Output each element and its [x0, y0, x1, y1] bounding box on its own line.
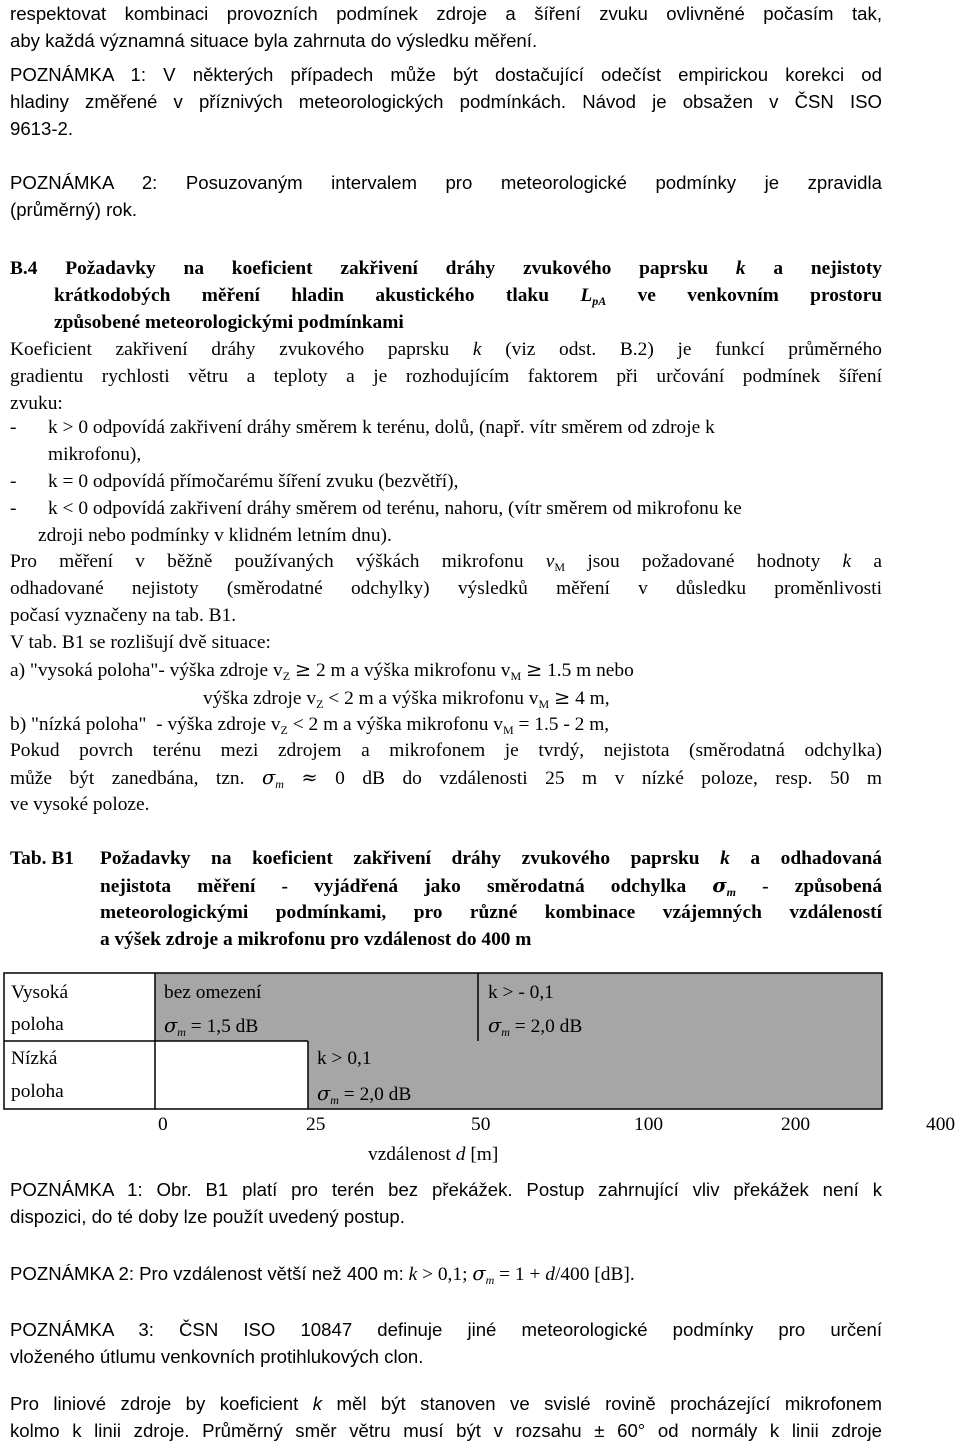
axis-label	[368, 1141, 498, 1168]
axis-label-d: d	[455, 1144, 466, 1165]
para4-line-1: Pokud povrch terénu mezi zdrojem a mikrofonem je tvrdý, nejistota (směrodatná odchylka)	[10, 740, 882, 761]
body-sub-M: M	[502, 723, 514, 737]
body-sub-M: M	[510, 669, 522, 683]
body-sub-m: m	[275, 777, 284, 791]
bullet-2: k = 0 odpovídá přímočarému šíření zvuku (bezvětří),	[48, 471, 459, 492]
cell-value: = 1,5 dB	[190, 1016, 259, 1037]
sigma-symbol: σ	[712, 874, 727, 897]
body-text: Pro měření v běžně používaných výškách mikrofonu	[10, 551, 524, 572]
note1-line-1: POZNÁMKA 1: V některých případech může být dostačující odečíst empirickou korekci od	[10, 64, 882, 85]
situation-label: a) "vysoká poloha"	[10, 660, 159, 681]
body-sub-Z: Z	[316, 697, 324, 711]
body-k: k	[312, 1393, 323, 1414]
sigma-symbol: σ	[472, 1262, 486, 1285]
heading-b4-line-3: způsobené meteorologickými podmínkami	[54, 312, 404, 333]
approx-symbol: ≈	[301, 766, 318, 789]
heading-pA: pA	[592, 294, 607, 308]
caption-sub-m: m	[726, 885, 736, 899]
cell-sub-m: m	[501, 1025, 510, 1039]
body-sub-M: M	[538, 697, 550, 711]
body-text: jsou požadované hodnoty	[587, 551, 821, 572]
note-after-1-line-1: POZNÁMKA 1: Obr. B1 platí pro terén bez překážek. Postup zahrnující vliv překážek není k	[10, 1179, 882, 1200]
note-after-3-line-1: POZNÁMKA 3: ČSN ISO 10847 definuje jiné meteorologické podmínky pro určení	[10, 1319, 882, 1340]
row-label-low-2: poloha	[11, 1081, 64, 1102]
body-text: Pro liniové zdroje by koeficient	[10, 1393, 299, 1414]
axis-tick-label: 400	[926, 1114, 956, 1135]
body-text: a	[873, 551, 882, 572]
sigma-symbol: σ	[164, 1014, 178, 1037]
heading-text: a nejistoty	[773, 258, 882, 279]
para3: V tab. B1 se rozlišují dvě situace:	[10, 632, 271, 653]
axis-tick-label: 25	[306, 1114, 326, 1135]
para2-line-3: počasí vyznačeny na tab. B1.	[10, 605, 237, 626]
para4-line-3: ve vysoké poloze.	[10, 794, 150, 815]
row-label-high: Vysoká	[11, 982, 69, 1003]
body-text: (viz odst. B.2) je funkcí průměrného	[505, 339, 882, 360]
body-text: - výška zdroje v	[156, 714, 281, 735]
axis-tick-label: 0	[158, 1114, 168, 1135]
cell-sub-m: m	[177, 1025, 186, 1039]
note2-line-2: (průměrný) rok.	[10, 199, 138, 220]
heading-text: krátkodobých měření hladin akustického tlaku	[54, 285, 549, 306]
cell-low-k-label: k > 0,1	[317, 1048, 372, 1069]
body-text: měl být stanoven ve svislé rovině procházející mikrofonem	[336, 1393, 882, 1414]
axis-label-text: vzdálenost	[368, 1144, 451, 1165]
body-sub-Z: Z	[282, 669, 291, 683]
body-text: Koeficient zakřivení dráhy zvukového paprsku	[10, 339, 450, 360]
cell-sub-m: m	[330, 1093, 339, 1107]
body-k: k	[842, 551, 852, 572]
caption-text: nejistota měření - vyjádřená jako směrodatná odchylka	[100, 876, 687, 897]
cell-k-text: k > - 0,1	[488, 982, 554, 1003]
last-para-line-2: kolmo k linii zdroje. Průměrný směr větru musí být v rozsahu ± 60° od normály k linii zdroje	[10, 1420, 882, 1441]
bullet-dash: -	[10, 417, 17, 438]
body-v: v	[545, 551, 555, 572]
caption-text: a odhadovaná	[750, 848, 882, 869]
note-sub-m: m	[485, 1273, 495, 1287]
caption-text: - způsobená	[762, 876, 883, 897]
intro-line-1: respektovat kombinaci provozních podmínek zdroje a šíření zvuku ovlivněné počasím tak,	[10, 3, 882, 24]
body-text: 2 m a výška mikrofonu v	[316, 660, 511, 681]
cell-low-sigma	[317, 1080, 411, 1108]
geq-symbol: ≥	[294, 658, 312, 681]
situation-label: b) "nízká poloha"	[10, 714, 147, 735]
row-label-high-2: poloha	[11, 1014, 64, 1035]
sigma-symbol: σ	[261, 766, 276, 789]
note-text: > 0,1;	[422, 1264, 468, 1285]
cell-no-limit-sigma	[164, 1012, 258, 1040]
heading-text: B.4 Požadavky na koeficient zakřivení dráhy zvukového paprsku	[10, 258, 709, 279]
bullet-1-line-2: mikrofonu),	[48, 444, 142, 465]
note-after-3-line-2: vloženého útlumu venkovních protihlukových clon.	[10, 1346, 424, 1367]
note-d: d	[545, 1264, 555, 1285]
bullet-1-line-1: k > 0 odpovídá zakřivení dráhy směrem k terénu, dolů, (např. vítr směrem od zdroje k	[48, 417, 715, 438]
axis-tick-label: 50	[471, 1114, 491, 1135]
body-text: < 2 m a výška mikrofonu v	[328, 688, 539, 709]
body-text: výška zdroje v	[203, 688, 317, 709]
note1-line-2: hladiny změřené v příznivých meteorologických podmínkách. Návod je obsažen v ČSN ISO	[10, 91, 882, 112]
body-text: 1.5 m nebo	[547, 660, 634, 681]
sigma-symbol: σ	[488, 1014, 502, 1037]
cell-value: = 2,0 dB	[514, 1016, 583, 1037]
heading-L: L	[580, 285, 593, 306]
bullet-dash: -	[10, 471, 17, 492]
cell-high-sigma	[488, 1012, 582, 1040]
cell-high-k-label	[488, 979, 554, 1006]
note-text: = 1 +	[499, 1264, 541, 1285]
heading-k: k	[735, 258, 746, 279]
body-line-3: zvuku:	[10, 393, 63, 414]
cell-no-limit-label: bez omezení	[164, 982, 262, 1003]
table-caption-line-4: a výšek zdroje a mikrofonu pro vzdálenost do 400 m	[100, 929, 532, 950]
note-k: k	[408, 1264, 418, 1285]
body-text: může být zanedbána, tzn.	[10, 768, 245, 789]
note2-line-1: POZNÁMKA 2: Posuzovaným intervalem pro meteorologické podmínky je zpravidla	[10, 172, 882, 193]
geq-symbol: ≥	[525, 658, 543, 681]
body-text: = 1.5 - 2 m,	[518, 714, 610, 735]
body-sub-M: M	[554, 560, 566, 574]
axis-tick-label: 100	[634, 1114, 664, 1135]
row-label-low: Nízká	[11, 1048, 58, 1069]
note-text: /400 [dB].	[554, 1264, 635, 1285]
body-text: 4 m,	[575, 688, 610, 709]
geq-symbol: ≥	[554, 686, 571, 709]
axis-label-unit: [m]	[470, 1144, 499, 1165]
bullet-3-line-2: zdroji nebo podmínky v klidném letním dnu).	[38, 525, 392, 546]
sigma-symbol: σ	[317, 1082, 331, 1105]
para2-line-2: odhadované nejistoty (směrodatné odchylky) výsledků měření v důsledku proměnlivosti	[10, 578, 882, 599]
body-k: k	[472, 339, 482, 360]
intro-line-2: aby každá významná situace byla zahrnuta do výsledku měření.	[10, 30, 538, 51]
table-caption-label: Tab. B1	[10, 848, 74, 869]
bullet-dash: -	[10, 498, 17, 519]
bullet-3-line-1: k < 0 odpovídá zakřivení dráhy směrem od terénu, nahoru, (vítr směrem od mikrofonu ke	[48, 498, 742, 519]
note1-line-3: 9613-2.	[10, 118, 74, 139]
heading-text: ve venkovním prostoru	[637, 285, 882, 306]
caption-text: Požadavky na koeficient zakřivení dráhy zvukového paprsku	[100, 848, 700, 869]
body-text: 0 dB do vzdálenosti 25 m v nízké poloze, resp. 50 m	[335, 768, 882, 789]
note-after-1-line-2: dispozici, do té doby lze použít uvedený postup.	[10, 1206, 405, 1227]
cell-value: = 2,0 dB	[343, 1084, 412, 1105]
caption-k: k	[720, 848, 730, 869]
axis-tick-label: 200	[781, 1114, 811, 1135]
body-sub-Z: Z	[280, 723, 288, 737]
note-text: POZNÁMKA 2: Pro vzdálenost větší než 400 m:	[10, 1263, 404, 1284]
table-caption-line-3: meteorologickými podmínkami, pro různé kombinace vzájemných vzdáleností	[100, 902, 882, 923]
body-line-2: gradientu rychlosti větru a teploty a je rozhodujícím faktorem při určování podmínek šíření	[10, 366, 882, 387]
body-text: < 2 m a výška mikrofonu v	[292, 714, 503, 735]
body-text: - výška zdroje v	[158, 660, 283, 681]
